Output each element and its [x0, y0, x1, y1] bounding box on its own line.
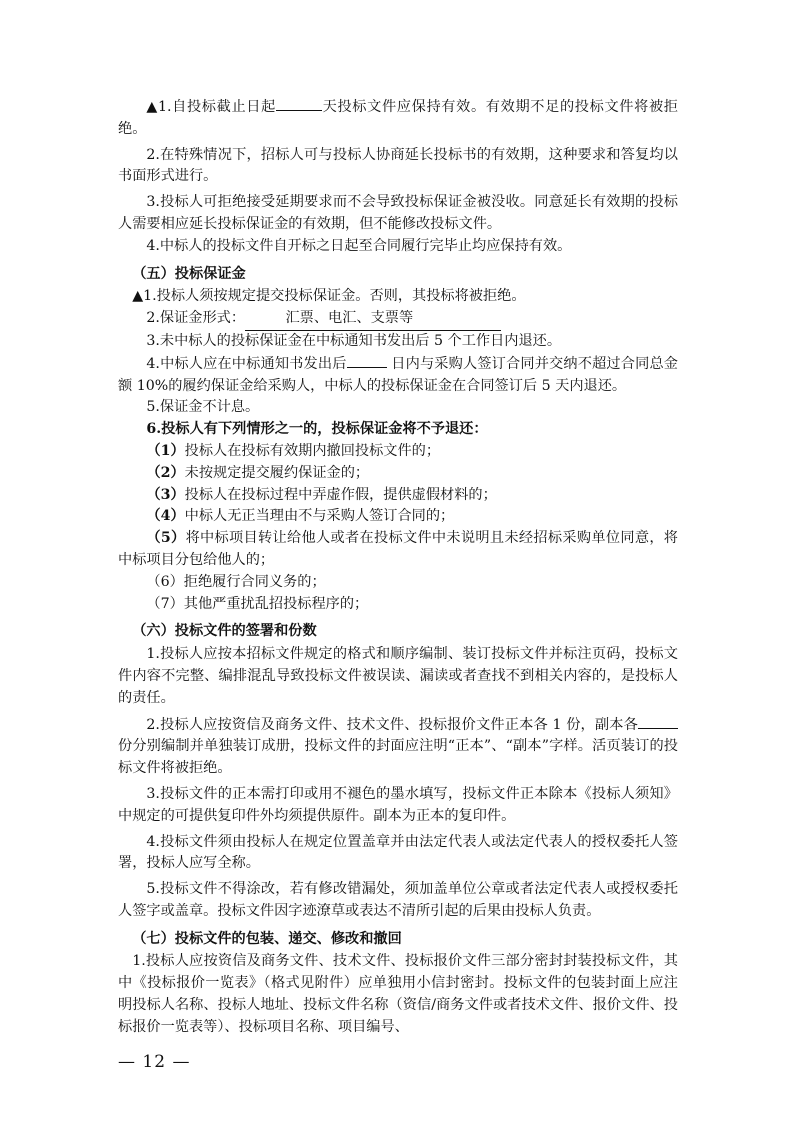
bond-item-4-pre: 4.中标人应在中标通知书发出后 — [146, 355, 347, 372]
signing-item-5: 5.投标文件不得涂改，若有修改错漏处，须加盖单位公章或者法定代表人或授权委托人签字或盖章。投标文件因字迹潦草或表达不清所引起的后果由投标人负责。 — [118, 881, 678, 919]
case-7 — [118, 594, 678, 616]
signing-item-2-pre: 2.投标人应按资信及商务文件、技术文件、投标报价文件正本各 1 份，副本各 — [146, 716, 638, 733]
case-1 — [118, 441, 678, 463]
case-1-text: 投标人在投标有效期内撤回投标文件的； — [184, 442, 441, 459]
copies-blank — [638, 714, 678, 729]
case-2-num: （2） — [146, 464, 185, 481]
days-blank — [276, 96, 322, 111]
case-6 — [118, 572, 678, 594]
case-5-text: 将中标项目转让给他人或者在投标文件中未说明且未经招标采购单位同意，将中标项目分包给他人的； — [118, 530, 678, 568]
section-heading-packaging: （七）投标文件的包装、递交、修改和撤回 — [132, 930, 402, 947]
bond-item-3: 3.未中标人的投标保证金在中标通知书发出后 5 个工作日内退还。 — [146, 332, 562, 349]
signing-item-1: 1.投标人应按本招标文件规定的格式和顺序编制、装订投标文件并标注页码，投标文件内容不完整、编排混乱导致投标文件被误读、漏读或者查找不到相关内容的，是投标人的责任。 — [118, 646, 678, 706]
case-4-text: 中标人无正当理由不与采购人签订合同的； — [184, 508, 455, 525]
case-3 — [118, 485, 678, 507]
validity-item-2: 2.在特殊情况下，招标人可与投标人协商延长投标书的有效期，这种要求和答复均以书面形式进行。 — [118, 146, 678, 185]
bond-item-4-post: 日内与采购人签订合同并交纳不超过合同总金额 10%的履约保证金给采购人，中标人的投标保证金在合同签订后 5 天内退还。 — [118, 355, 678, 394]
validity-item-4: 4.中标人的投标文件自开标之日起至合同履行完毕止均应保持有效。 — [146, 237, 572, 254]
section-heading-bond: （五）投标保证金 — [132, 265, 246, 282]
bond-item-5: 5.保证金不计息。 — [146, 399, 260, 416]
case-7-num: （7） — [146, 595, 184, 612]
bond-form-label: 2.保证金形式： — [146, 310, 246, 327]
page-number: — 12 — — [118, 1052, 191, 1072]
case-3-num: （3） — [146, 486, 185, 503]
case-2 — [118, 463, 678, 485]
case-2-text: 未按规定提交履约保证金的； — [184, 464, 370, 481]
validity-item-1 — [118, 96, 678, 141]
case-6-num: （6） — [146, 573, 184, 590]
signing-item-4: 4.投标文件须由投标人在规定位置盖章并由法定代表人或法定代表人的授权委托人签署，投标人应写全称。 — [118, 833, 678, 872]
contract-days-blank — [347, 353, 387, 368]
validity-item-1-pre: ▲1.自投标截止日起 — [146, 99, 276, 115]
case-5-num: （5） — [146, 530, 186, 547]
case-5 — [118, 528, 678, 572]
bond-item-6-title: 6.投标人有下列情形之一的，投标保证金将不予退还： — [146, 421, 488, 438]
validity-item-1-post: 天投标文件应保持有效。有效期不足的投标文件将被拒绝。 — [118, 99, 678, 137]
bond-item-1: ▲1.投标人须按规定提交投标保证金。否则，其投标将被拒绝。 — [132, 288, 526, 305]
case-3-text: 投标人在投标过程中弄虚作假，提供虚假材料的； — [184, 486, 497, 503]
case-4-num: （4） — [146, 508, 185, 525]
case-4 — [118, 506, 678, 528]
case-7-text: 其他严重扰乱招投标程序的； — [183, 595, 369, 612]
case-1-num: （1） — [146, 442, 185, 459]
case-6-text: 拒绝履行合同义务的； — [183, 573, 326, 590]
signing-item-3: 3.投标文件的正本需打印或用不褪色的墨水填写，投标文件正本除本《投标人须知》中规定的可提供复印件外均须提供原件。副本为正本的复印件。 — [118, 785, 678, 824]
section-heading-signing: （六）投标文件的签署和份数 — [132, 623, 317, 640]
signing-item-2-post: 份分别编制并单独装订成册，投标文件的封面应注明“正本”、“副本”字样。活页装订的投标文件将被拒绝。 — [118, 738, 678, 777]
bond-form-value: 汇票、电汇、支票等 — [245, 308, 501, 331]
document-body — [118, 96, 678, 1039]
bond-item-4 — [118, 353, 678, 398]
bond-item-2 — [118, 308, 678, 331]
signing-item-2 — [118, 714, 678, 780]
packaging-item-1: 1.投标人应按资信及商务文件、技术文件、投标报价文件三部分密封封装投标文件，其中《投标报价一览表》（格式见附件）应单独用小信封密封。投标文件的包装封面上应注明投标人名称、投标人地址、投标文件名称（资信/商务文件或者技术文件、报价文件、投标报价一览表等）、投标项目名称、项目编号、 — [118, 953, 678, 1035]
validity-item-3: 3.投标人可拒绝接受延期要求而不会导致投标保证金被没收。同意延长有效期的投标人需要相应延长投标保证金的有效期，但不能修改投标文件。 — [118, 194, 678, 232]
